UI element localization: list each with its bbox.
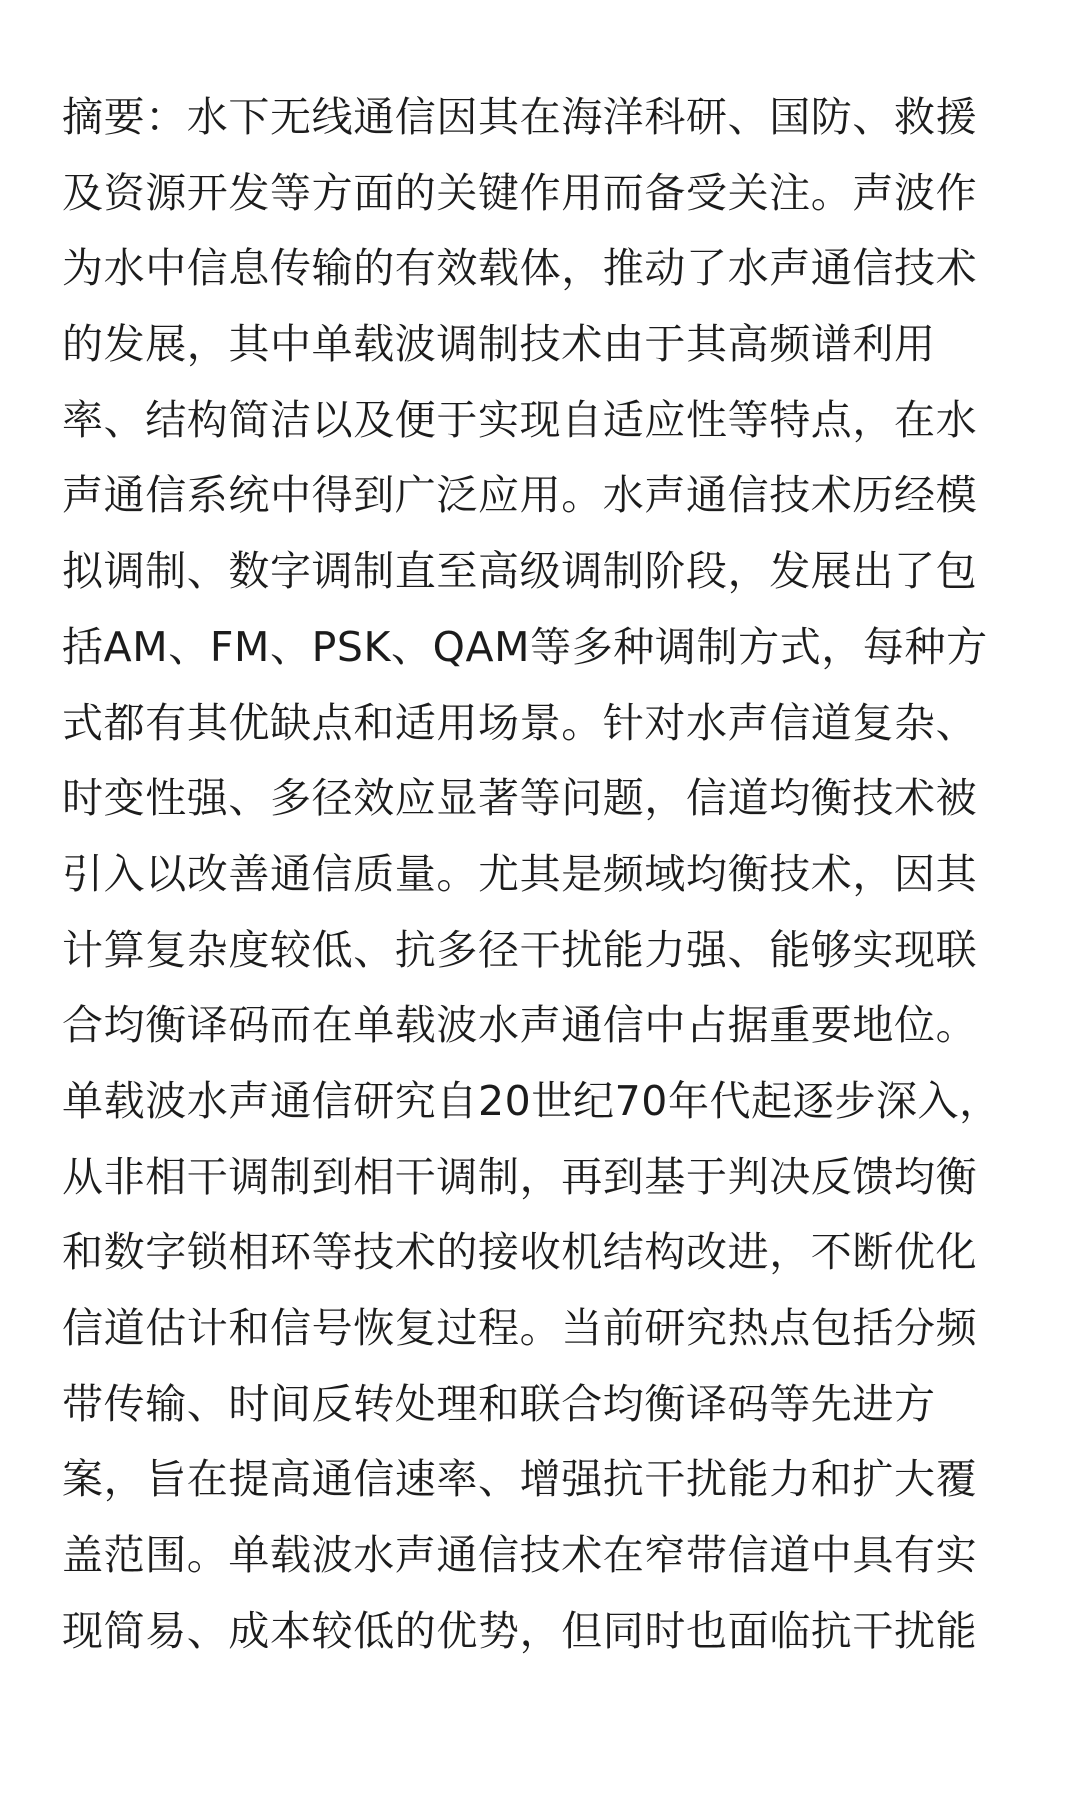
text-line: 时变性强、多径效应显著等问题，信道均衡技术被	[62, 774, 978, 823]
text-line: 现简易、成本较低的优势，但同时也面临抗干扰能	[62, 1606, 978, 1655]
text-line: 合均衡译码而在单载波水声通信中占据重要地位。	[62, 1001, 978, 1050]
text-line: 及资源开发等方面的关键作用而备受关注。声波作	[62, 168, 978, 217]
text-line: 的发展，其中单载波调制技术由于其高频谱利用	[62, 320, 936, 369]
text-line: 式都有其优缺点和适用场景。针对水声信道复杂、	[62, 698, 978, 747]
text-line: 单载波水声通信研究自20世纪70年代起逐步深入，	[62, 1076, 1001, 1125]
text-line: 摘要：水下无线通信因其在海洋科研、国防、救援	[62, 93, 978, 141]
text-line: 引入以改善通信质量。尤其是频域均衡技术，因其	[62, 849, 978, 898]
text-line: 声通信系统中得到广泛应用。水声通信技术历经模	[62, 471, 978, 520]
text-line: 率、结构简洁以及便于实现自适应性等特点，在水	[62, 395, 978, 444]
text-line: 信道估计和信号恢复过程。当前研究热点包括分频	[62, 1304, 978, 1352]
text-line: 案，旨在提高通信速率、增强抗干扰能力和扩大覆	[62, 1455, 978, 1504]
text-line: 从非相干调制到相干调制，再到基于判决反馈均衡	[62, 1152, 978, 1201]
text-line: 和数字锁相环等技术的接收机结构改进，不断优化	[62, 1228, 978, 1277]
text-line: 盖范围。单载波水声通信技术在窄带信道中具有实	[62, 1531, 978, 1580]
text-line: 括AM、FM、PSK、QAM等多种调制方式，每种方	[62, 622, 988, 671]
abstract-paragraph	[62, 80, 1022, 1669]
text-line: 为水中信息传输的有效载体，推动了水声通信技术	[62, 244, 978, 293]
text-line: 带传输、时间反转处理和联合均衡译码等先进方	[62, 1379, 936, 1428]
text-line: 计算复杂度较低、抗多径干扰能力强、能够实现联	[62, 925, 978, 974]
text-line: 拟调制、数字调制直至高级调制阶段，发展出了包	[62, 547, 978, 596]
